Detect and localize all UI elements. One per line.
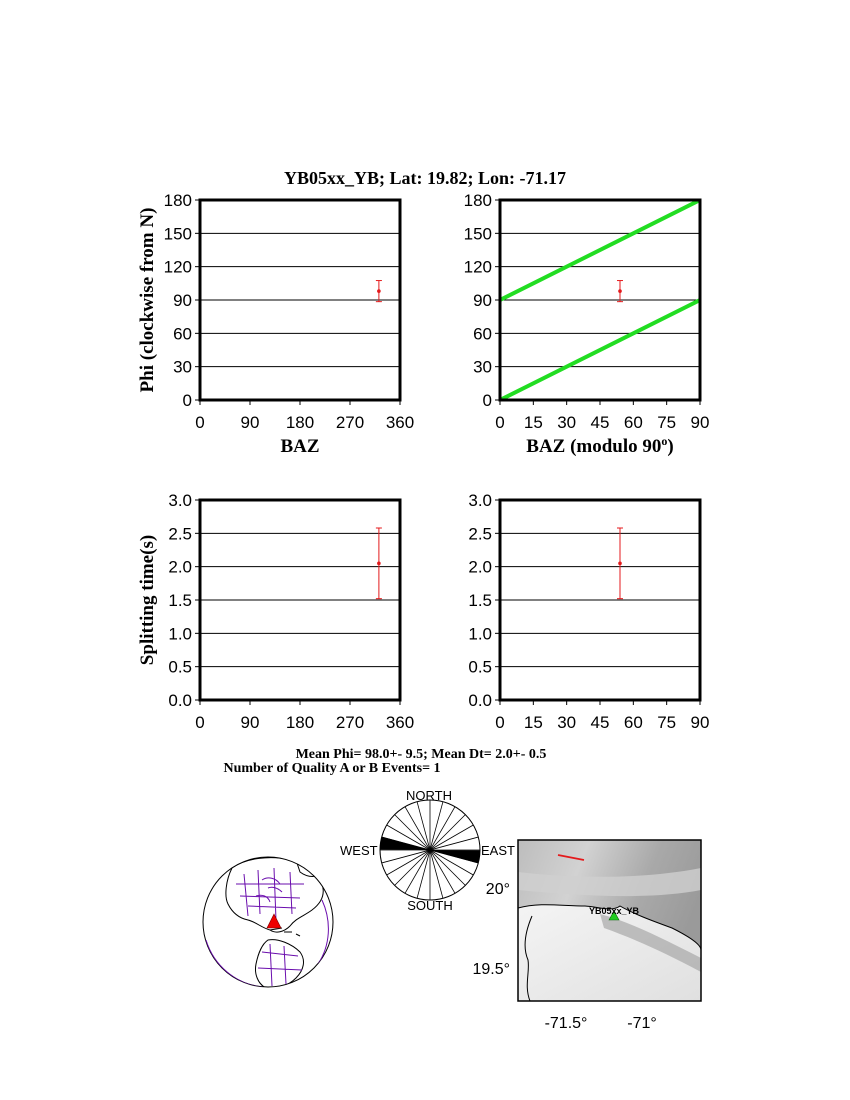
y-tick-label: 1.0 [468, 624, 492, 644]
y-tick-label: 120 [463, 257, 492, 277]
y-tick-label: 120 [163, 257, 192, 277]
y-tick-label: 30 [173, 357, 192, 377]
data-point [377, 562, 381, 566]
y-tick-label: 180 [463, 191, 492, 210]
globe-inset [203, 857, 333, 989]
y-tick-label: 30 [473, 357, 492, 377]
reference-line [500, 200, 700, 300]
map-lon-tick-71: -71° [627, 1015, 657, 1032]
y-tick-label: 0.5 [468, 657, 492, 677]
y-tick-label: 1.5 [168, 591, 192, 610]
x-tick-label: 270 [335, 413, 365, 432]
y-tick-label: 180 [163, 191, 192, 210]
reference-line [500, 300, 700, 400]
y-tick-label: 2.0 [168, 557, 192, 577]
x-tick-label: 90 [690, 413, 710, 432]
y-tick-label: 60 [473, 324, 492, 344]
phi-vs-baz-mod90-panel [464, 191, 710, 457]
x-tick-label: 0 [495, 713, 505, 732]
phi-vs-baz-panel [137, 191, 414, 457]
data-point [618, 562, 622, 566]
y-tick-label: 2.0 [468, 557, 492, 577]
x-tick-label: 180 [285, 713, 315, 732]
y-axis-label: Splitting time(s) [137, 534, 158, 666]
x-tick-label: 60 [623, 413, 643, 432]
x-axis-label: BAZ (modulo 90$^o$) [526, 434, 674, 457]
map-lat-tick-19-5: 19.5° [472, 961, 510, 978]
x-tick-label: 75 [657, 413, 677, 432]
map-lon-tick-71-5: -71.5° [544, 1015, 588, 1032]
x-tick-label: 15 [523, 413, 543, 432]
y-tick-label: 150 [463, 224, 492, 244]
x-tick-label: 15 [523, 713, 543, 732]
y-tick-label: 0.0 [168, 691, 192, 710]
figure-title: YB05xx_YB; Lat: 19.82; Lon: -71.17 [284, 168, 566, 188]
x-axis-label: BAZ [280, 436, 320, 457]
y-tick-label: 2.5 [468, 524, 492, 544]
rose-east-label: EAST [481, 843, 515, 858]
x-tick-label: 270 [335, 713, 365, 732]
x-tick-label: 75 [657, 713, 677, 732]
x-tick-label: 30 [557, 413, 577, 432]
mean-stats-text: Mean Phi= 98.0+- 9.5; Mean Dt= 2.0+- 0.5 [295, 747, 547, 762]
x-tick-label: 360 [385, 713, 415, 732]
x-tick-label: 90 [240, 413, 260, 432]
y-tick-label: 3.0 [168, 491, 192, 510]
x-tick-label: 45 [590, 413, 610, 432]
x-tick-label: 30 [557, 713, 577, 732]
x-tick-label: 90 [240, 713, 260, 732]
y-tick-label: 1.0 [168, 624, 192, 644]
x-tick-label: 45 [590, 713, 610, 732]
y-tick-label: 60 [173, 324, 192, 344]
y-tick-label: 2.5 [168, 524, 192, 544]
y-tick-label: 0 [182, 391, 192, 410]
x-tick-label: 0 [195, 713, 205, 732]
y-axis-label: Phi (clockwise from N) [137, 207, 158, 393]
event-count-text: Number of Quality A or B Events= 1 [223, 761, 441, 776]
y-tick-label: 150 [163, 224, 192, 244]
rose-south-label: SOUTH [407, 898, 453, 913]
x-tick-label: 0 [495, 413, 505, 432]
x-tick-label: 0 [195, 413, 205, 432]
regional-map [472, 840, 701, 1032]
y-tick-label: 0 [482, 391, 492, 410]
x-tick-label: 60 [623, 713, 643, 732]
dt-vs-baz-panel [137, 491, 414, 732]
y-tick-label: 0.0 [468, 691, 492, 710]
map-lat-tick-20: 20° [485, 881, 510, 898]
data-point [377, 289, 381, 293]
y-tick-label: 3.0 [468, 491, 492, 510]
x-tick-label: 90 [690, 713, 710, 732]
rose-north-label: NORTH [406, 788, 452, 803]
station-label: YB05xx_YB [588, 906, 640, 916]
y-tick-label: 1.5 [468, 591, 492, 610]
dt-vs-baz-mod90-panel [468, 491, 709, 732]
x-tick-label: 360 [385, 413, 415, 432]
y-tick-label: 90 [473, 291, 492, 310]
data-point [618, 289, 622, 293]
y-tick-label: 0.5 [168, 657, 192, 677]
x-tick-label: 180 [285, 413, 315, 432]
rose-west-label: WEST [340, 843, 378, 858]
y-tick-label: 90 [173, 291, 192, 310]
